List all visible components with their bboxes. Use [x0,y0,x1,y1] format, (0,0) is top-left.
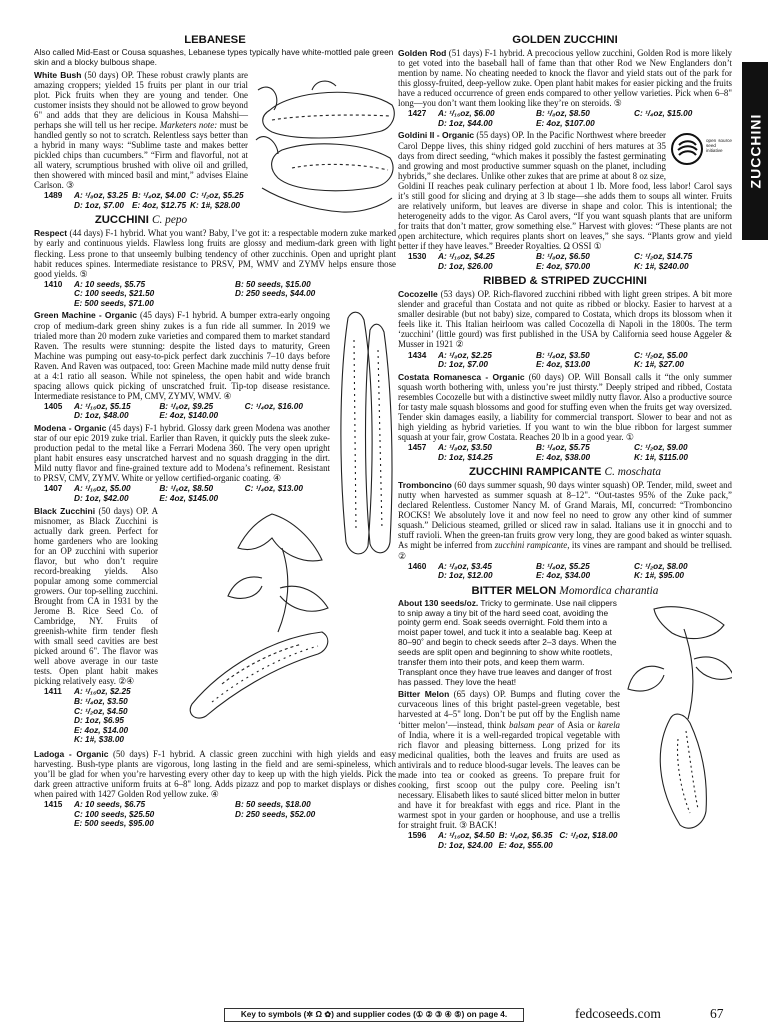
tromboncino-italic: zucchini rampicante [494,540,568,551]
costata-entry [398,372,732,442]
section-title-rampicante-text: ZUCCHINI RAMPICANTE [468,466,602,479]
golden-rod-prices [408,109,732,128]
price-option[interactable]: B: 50 seeds, $15.00 [235,279,311,289]
section-title-golden: GOLDEN ZUCCHINI [512,34,618,46]
green-machine-name: Green Machine - Organic [34,310,138,321]
white-bush-description: (50 days) OP. These robust crawly plants are amazing croppers; yielded 15 fruits per plant in our trial plot. Pick fruits when they are young and tender. One customer insists they should not be allowed to grow beyond 6" and adds that they are delicious in Kousa Mahshi—perhaps she will tell us her recipe. [34,69,248,130]
price-option[interactable]: E: 4oz, $38.00 [536,452,591,462]
left-column [34,30,396,1000]
footer-site[interactable]: fedcoseeds.com [575,1006,661,1021]
price-option[interactable]: B: ¹/₈oz, $8.50 [159,484,214,494]
price-option[interactable]: A: ¹/₁₆oz, $4.50 [438,831,495,841]
price-option[interactable]: D: 250 seeds, $52.00 [235,809,316,819]
price-option[interactable]: K: 1#, $115.00 [634,452,688,462]
price-option[interactable]: B: ¹/₈oz, $6.35 [498,831,553,841]
price-option[interactable]: C: ¹/₂oz, $9.00 [634,443,688,453]
modena-name: Modena - Organic [34,423,107,434]
tromboncino-name: Tromboncino [398,480,452,491]
tromboncino-description: (60 days summer squash, 90 days winter squash) OP. Tender, mild, sweet and nutty when harvested as summer squash at 8–12". “Out-tastes 95% of the Zuke pack,” declared Relentless. Customer Nancy M. of Grand Marais, MI, concurred: “Tromboncino ROCKS! We absolutely love it and now feel no need to grow any other kind of summer squash.” Delicious steamed, grilled or sliced raw in salad. Italians use it in gnocchi and to stuff ravioli. When the green-tan fruits grow very long, they are good baked as winter squash. As might be inferred from [398,480,732,551]
green-machine-prices [44,402,330,421]
price-option[interactable]: C: ¹/₂oz, $18.00 [559,831,618,841]
price-option[interactable]: C: ¹/₂oz, $5.00 [634,350,688,360]
section-title-rampicante-italic: C. moschata [604,466,662,479]
modena-description: (45 days) F-1 hybrid. Glossy dark green Modena was another star of our epic 2019 zuke trial. Earlier than Raven, it quickly puts the sleek zuke-production pedal to the metal like a Ferrari Modena 360. The very open upright plant habit ensures easy unscratched harvest and no squash dragging in the dirt. Mild nutty flavor and fine-grained texture add to Modena’s refinement. Resistant to PRSV, CMV, ZYMV. White or yellow certified-organic coating. ④ [34,423,331,484]
respect-entry [34,228,396,278]
price-option[interactable]: D: 1oz, $7.00 [74,200,124,210]
price-option[interactable]: D: 1oz, $24.00 [438,840,493,850]
ladoga-entry [34,749,396,799]
item-number: 1411 [44,687,62,697]
marketers-note-text: must be handled gently so not to scratch. Relentless says better than a hybrid in many ways: “Sublime taste and makes better pickled chips than cucumbers.” “Firm and flavorful, not at all watery, scrumptious brushed with olive oil and grilled, then showered with minced basil and mint,” advises Elaine Carlson. ③ [34,119,248,191]
price-option[interactable]: D: 1oz, $14.25 [438,452,493,462]
price-option[interactable]: D: 1oz, $42.00 [74,493,129,503]
side-tab-zucchini [742,62,768,240]
black-zucchini-plant-illustration [162,508,334,726]
price-option[interactable]: E: 4oz, $145.00 [159,493,219,503]
price-option[interactable]: D: 1oz, $12.00 [438,571,493,581]
price-option[interactable]: C: ¹/₄oz, $15.00 [634,109,693,119]
ladoga-description: (50 days) F-1 hybrid. A classic green zucchini with high yields and easy harvesting. Bush-type plants are vigorous, long lasting in the field and are semi-spineless, which you’ll be glad for when you’re harvesting every other day to keep up with the high yields. Pick the dark green attractive uniform fruits at 6–8" long. Adds pizazz and pop to market displays or dishes when paired with 1427 Golden Rod yellow zuke. ④ [34,748,396,800]
respect-description: (44 days) F-1 hybrid. What you want? Baby, I’ve got it: a respectable modern zuke marked by early and continuous yields. Flawless long fruits are glossy and medium-dark green with light flecking. Less prone to that unseemly bulbing tendency of other zucchinis. Open and upright plant habit reduces spines. Intermediate resistance to PRSV, PM, WMV and ZYMV helps ensure those good yields. ⑤ [34,228,396,279]
price-option[interactable]: B: ¹/₄oz, $5.25 [536,561,590,571]
section-title-bitter-text: BITTER MELON [471,584,557,597]
section-title-ribbed: RIBBED & STRIPED ZUCCHINI [483,275,647,288]
item-number: 1489 [44,191,63,201]
bitter-melon-illustration [624,599,732,835]
price-option[interactable]: E: 4oz, $70.00 [536,261,591,271]
bitter-melon-description: (65 days) OP. Bumps and fluting cover the curvaceous lines of this bright pastel-green vegetable, best harvested at 4–5" long. Don’t be put off by the English name ‘bitter melon’—instead, think [398,689,620,730]
price-option[interactable]: D: 1oz, $48.00 [74,411,129,421]
karela-italic: karela [597,719,620,730]
section-title-pepo-italic: C. pepo [151,214,188,227]
price-option[interactable]: A: ¹/₁₆oz, $5.00 [74,484,131,494]
price-option[interactable]: K: 1#, $27.00 [634,360,684,370]
item-number: 1530 [408,252,427,262]
cocozelle-description: (53 days) OP. Rich-flavored zucchini ribbed with light green stripes. A bit more slender and graceful than Costata and not quite as ribbed or blocky. Easier to harvest at a smaller desirable (but not baby) size, compared to Costata, which drops its blossom when it feels like it. This Italian heirloom was called Cocozella di Napoli in the 1800s. The term ‘zucchini’ (little gourd) was first published in the USA by California seed house Aggeler & Musser in 1921 ② [398,289,732,350]
white-bush-name: White Bush [34,69,82,80]
price-option[interactable]: C: ¹/₂oz, $8.00 [634,561,688,571]
marketers-note-label: Marketers note: [159,119,218,130]
price-option[interactable]: A: 10 seeds, $6.75 [74,800,146,810]
price-option[interactable]: K: 1#, $95.00 [634,571,684,581]
balsam-pear-italic: balsam pear [509,719,555,730]
price-option[interactable]: A: ¹/₈oz, $3.25 [74,191,128,201]
price-option[interactable]: E: 4oz, $34.00 [536,571,591,581]
price-option[interactable]: E: 4oz, $140.00 [159,411,219,421]
price-option[interactable]: E: 500 seeds, $71.00 [74,298,154,308]
price-option[interactable]: C: 100 seeds, $21.50 [74,289,155,299]
price-option[interactable]: E: 4oz, $12.75 [132,200,187,210]
item-number: 1434 [408,350,427,360]
price-option[interactable]: A: ¹/₁₆oz, $2.25 [74,687,131,697]
price-option[interactable]: A: ¹/₈oz, $3.50 [438,443,492,453]
price-option[interactable]: E: 4oz, $13.00 [536,360,591,370]
lebanese-intro: Also called Mid-East or Cousa squashes, Lebanese types typically have white-mottled pale green skin and a blocky bulbous shape. [34,47,394,67]
item-number: 1460 [408,561,427,571]
goldini-prices [408,252,732,271]
cocozelle-prices [408,351,732,370]
section-title-bitter-italic: Momordica charantia [559,584,659,597]
green-machine-zucchini-illustration [334,310,396,560]
ladoga-prices [44,800,396,829]
price-option[interactable]: C: ¹/₄oz, $16.00 [244,401,303,411]
section-title-bitter-melon [398,584,732,598]
costata-prices [408,443,732,462]
footer-key-note: Key to symbols (✲ Ω ✿) and supplier codes (① ② ③ ④ ⑤) on page 4. [224,1008,524,1022]
section-title-lebanese: LEBANESE [184,34,246,46]
respect-prices [44,280,396,309]
item-number: 1427 [408,109,427,119]
cocozelle-entry [398,289,732,349]
price-option[interactable]: E: 4oz, $107.00 [536,118,595,128]
price-option[interactable]: K: 1#, $38.00 [74,735,124,745]
price-option[interactable]: A: ¹/₈oz, $3.45 [438,561,492,571]
item-number: 1407 [44,484,63,494]
bitter-melon-prices [408,831,620,850]
price-option[interactable]: B: ¹/₄oz, $5.75 [536,443,590,453]
bitter-melon-description-b: of Asia or [554,719,598,730]
lebanese-squash-illustration [252,70,396,220]
price-option[interactable]: D: 1oz, $7.00 [438,360,488,370]
price-option[interactable]: E: 4oz, $14.00 [74,725,129,735]
tromboncino-entry [398,480,732,560]
price-option[interactable]: C: ¹/₂oz, $14.75 [634,252,693,262]
price-option[interactable]: C: ¹/₄oz, $13.00 [244,484,303,494]
bitter-seed-count: About 130 seeds/oz. [398,597,479,608]
bitter-melon-name: Bitter Melon [398,689,450,700]
price-option[interactable]: D: 1oz, $44.00 [438,118,493,128]
costata-name: Costata Romanesca - Organic [398,371,525,382]
price-option[interactable]: A: 10 seeds, $5.75 [74,279,146,289]
price-option[interactable]: C: ¹/₂oz, $4.50 [74,706,128,716]
goldini-description: (55 days) OP. In the Pacific Northwest where breeder Carol Deppe lives, this shiny ridged gold zucchini of hers matures at 35 days from direct seeding, “which makes it possibly the fastest germinating and growing and most productive summer squash on the planet, including hybrids,” she declares. Unlike other zukes that are prime at about 8 oz size, Goldini II reaches peak culinary perfection at about 1 lb. More food, less labor! Carol says it’s still good for slicing and drying at 3 lb stage—she adds them to soups all winter. Fruits are relatively uniform, but leaves are diverse in shape and color. This is intentional; the heterogeneity adds to the vigor. As Carol avers, “If you want squash plants that are uniform for traits that don’t matter, grow something else.” Harvest with gloves: “These plants are not open architecture, which requires plants short on leaves,” she says. “Plants grow and yield better if they have leaves.” Breeder Royalties. Ω OSSI ① [398,130,732,251]
item-number: 1457 [408,443,427,453]
item-number: 1410 [44,279,63,289]
price-option[interactable]: D: 1oz, $6.95 [74,716,124,726]
item-number: 1596 [408,831,427,841]
price-option[interactable]: D: 1oz, $26.00 [438,261,493,271]
osi-label: open source seed initiative [706,138,732,154]
price-option[interactable]: E: 500 seeds, $95.00 [74,819,154,829]
price-option[interactable]: B: ¹/₈oz, $9.25 [159,401,214,411]
osi-logo [670,132,732,172]
item-number: 1405 [44,401,63,411]
bitter-melon-description-c: of India, where it is a well-regarded tropical vegetable with rich flavor and pleasing bitterness. Long prized for its medicinal qualities, both the leaves and fruits are used as antivirals and to reduce blood-sugar levels. The leaves can be made into tea or cooked as greens. To prepare fruit for cooking, first scoop out the pulpy core. Peeling isn’t necessary. Elisabeth likes to sauté sliced bitter melon in butter and have it for breakfast with eggs and rice. Plant in the warmest spot in your garden or hoophouse, and use a trellis for straight fruit. ③ BACK! [398,729,620,830]
right-column [398,30,732,1000]
bitter-germination-text: Tricky to germinate. Use nail clippers to snip away a tiny bit of the hard seed coat, avoiding the pointy germ end. Soak seeds overnight. Fold them into a moist paper towel, and tuck it into a sealable bag. Keep at 80–90˚ and begin to check seeds after 2–3 days. When the seeds are split open and beginning to show white rootlets, transfer them into their pots, and keep them warm. Transplant once they have true leaves and danger of frost has passed. They love the heat! [398,597,617,687]
price-option[interactable]: C: 100 seeds, $25.50 [74,809,155,819]
white-bush-prices [44,191,248,210]
price-option[interactable]: D: 250 seeds, $44.00 [235,289,316,299]
golden-rod-entry [398,48,732,108]
item-number: 1415 [44,800,63,810]
respect-name: Respect [34,228,68,239]
price-option[interactable]: A: ¹/₁₆oz, $4.25 [438,252,495,262]
price-option[interactable]: B: ¹/₄oz, $3.50 [74,696,128,706]
price-option[interactable]: K: 1#, $240.00 [634,261,689,271]
golden-rod-name: Golden Rod [398,48,447,58]
black-zucchini-description: (50 days) OP. A misnomer, as Black Zucchini is actually dark green. Perfect for home gardeners who are looking for an OP zucchini with superior flavor, but who don’t require record-breaking yields. Also popular among some commercial growers. Our top-selling zucchini. Brought from CA in 1931 by the Jerome B. Rice Seed Co. of Cambridge, NY. Fruits of greenish-white firm tender flesh with small seed cavities are best picked around 6". The flavor was well above average in our taste tests. Open plant habit makes picking relatively easy. ②④ [34,505,158,687]
goldini-entry [398,130,732,251]
price-option[interactable]: B: ¹/₈oz, $8.50 [536,109,590,119]
price-option[interactable]: B: ¹/₄oz, $4.00 [132,191,186,201]
tromboncino-prices [408,562,732,581]
ladoga-name: Ladoga - Organic [34,748,109,759]
page-number: 67 [710,1006,724,1021]
price-option[interactable]: B: ¹/₈oz, $6.50 [536,252,590,262]
section-title-rampicante [398,465,732,479]
price-option[interactable]: E: 4oz, $55.00 [498,840,553,850]
black-zucchini-prices [44,687,158,745]
cocozelle-name: Cocozelle [398,289,438,300]
costata-description: (60 days) OP. Will Bonsall calls it “the only summer squash worth bothering with, unless you’re just thirsty.” Deeply striped and ribbed, Costata resembles Cocozelle but with a distinctive sweet mildly nutty flavor. Also a productive source for tasty male squash blossoms and good for stuffing even when the fruits get way oversized. Tender skin damages easily, a liability for commercial transport. Slower to bear and not as high yielding as hybrid varieties. If you want to win the blue ribbon for largest summer squash at your fair, grow Costata. Reaches 20 lb in a good year. ① [398,371,732,442]
golden-rod-description: (51 days) F-1 hybrid. A precocious yellow zucchini, Golden Rod is more likely to get voted into the baseball hall of fame than that other Rod we New Englanders don’t mention by name. No cheating needed to knock the flavor and yield stats out of the park for this glossy-fruited, deep-yellow zuke. Open plant habit makes for easier picking and the fruits have a reduced occurrence of green ends compared to other yellow varieties. Pick when 6–8" long—you don’t want them looking like they’re on steroids. ⑤ [398,48,732,109]
price-option[interactable]: C: ¹/₂oz, $5.25 [190,191,244,201]
goldini-name: Goldini II - Organic [398,130,475,141]
tromboncino-description-end: , its vines are rampant and should be trellised. ② [398,540,732,561]
section-title-pepo-text: ZUCCHINI [94,214,149,227]
price-option[interactable]: A: ¹/₈oz, $2.25 [438,350,492,360]
price-option[interactable]: B: 50 seeds, $18.00 [235,800,311,810]
price-option[interactable]: A: ¹/₁₆oz, $6.00 [438,109,495,119]
osi-seed-icon [670,132,704,166]
modena-prices [44,484,330,503]
side-tab-label: ZUCCHINI [747,113,764,189]
price-option[interactable]: A: ¹/₁₆oz, $5.15 [74,401,131,411]
price-option[interactable]: B: ¹/₄oz, $3.50 [536,350,590,360]
price-option[interactable]: K: 1#, $28.00 [190,200,240,210]
black-zucchini-name: Black Zucchini [34,505,96,516]
green-machine-description: (45 days) F-1 hybrid. A bumper extra-early ongoing crop of medium-dark green shiny zukes is a fun ride all summer. In 2019 we trialed more than 20 modern zuke varieties and compared them to market standard Raven. The results were stunning: despite the listed days to maturity, Green Machine was pumping out easy-to-pick perfect dark zucchinis 7–10 days before Raven. And Raven was outpaced, too: Green Machine made mild nutty dense fruit at a 4:1 ratio all season. While not spineless, the open habit and wide branch spacing allows quick picking of unscratched fruit. Tip-top disease resistance. Intermediate resistance to PM, CMV, ZYMV, WMV. ④ [34,310,330,401]
